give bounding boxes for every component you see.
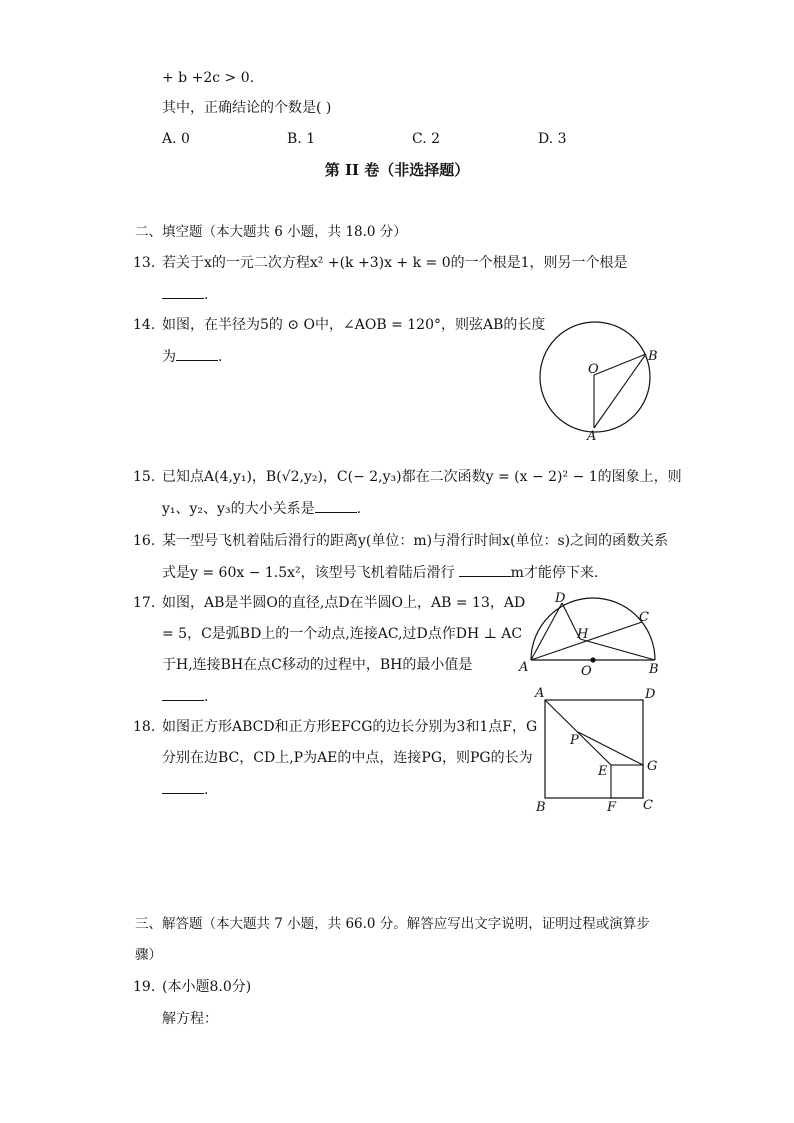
prev-question-tail: + b +2c > 0.: [162, 70, 255, 86]
q18-answer-line: [162, 779, 208, 800]
q13-blank[interactable]: [162, 284, 204, 299]
option-a: A. 0: [162, 131, 190, 147]
q15-answer-line: [162, 498, 361, 519]
q14-text: 如图，在半径为5的 ⊙ O中，∠AOB = 120°，则弦AB的长度: [162, 317, 546, 333]
q13-answer-line: [162, 284, 208, 305]
q15-text-1: 已知点A(4,y₁)，B(√2,y₂)，C(− 2,y₃)都在二次函数y = (x − 2)² − 1的图象上，则: [162, 469, 682, 485]
semicircle-arc: [531, 598, 655, 660]
q17-text-3: 于H,连接BH在点C移动的过程中，BH的最小值是: [162, 657, 473, 673]
prev-question-prompt: 其中，正确结论的个数是( ): [162, 100, 332, 116]
q17-text-1: 如图，AB是半圆O的直径,点D在半圆O上，AB = 13，AD: [162, 595, 526, 611]
q17-end: .: [204, 689, 209, 705]
label-a: A: [587, 429, 597, 444]
q16-answer-line: [162, 562, 598, 583]
q16-blank[interactable]: [459, 562, 511, 577]
q17-number: 17.: [133, 595, 156, 611]
label-b: B: [648, 349, 658, 364]
square-efcg: [611, 765, 643, 798]
q18-text-2: 分别在边BC，CD上,P为AE的中点，连接PG，则PG的长为: [162, 750, 533, 766]
q13-end: .: [204, 287, 209, 303]
q16-number: 16.: [133, 533, 156, 549]
segment-pg: [578, 732, 643, 765]
label-a: A: [519, 660, 529, 675]
section-3-heading-1: 三、解答题（本大题共 7 小题，共 66.0 分。解答应写出文字说明，证明过程或演算步: [135, 916, 650, 932]
label-c: C: [643, 798, 653, 813]
q16-suffix: m才能停下来.: [510, 565, 599, 581]
q15-end: .: [356, 501, 362, 517]
q18-text-1: 如图正方形ABCD和正方形EFCG的边长分别为3和1点F，G: [162, 719, 538, 735]
q14-blank[interactable]: [176, 346, 218, 361]
q17-text-2: = 5，C是弧BD上的一个动点,连接AC,过D点作DH ⊥ AC: [162, 626, 523, 642]
label-f: F: [607, 800, 617, 815]
q15-blank[interactable]: [315, 498, 357, 513]
label-g: G: [647, 759, 658, 774]
circle-o: [540, 322, 650, 432]
q18-blank[interactable]: [162, 779, 204, 794]
option-d: D. 3: [538, 131, 567, 147]
section-2-heading: 二、填空题（本大题共 6 小题，共 18.0 分）: [135, 224, 407, 240]
option-b: B. 1: [287, 131, 316, 147]
section-3-heading-2: 骤）: [135, 947, 162, 963]
q17-blank[interactable]: [162, 686, 204, 701]
q19-number: 19.: [133, 979, 156, 995]
segment-bh: [580, 639, 655, 660]
q13-number: 13.: [133, 255, 156, 271]
q14-number: 14.: [133, 317, 156, 333]
q15-text-2: y₁、y₂、y₃的大小关系是: [162, 501, 315, 517]
label-b: B: [649, 662, 659, 677]
label-h: H: [577, 627, 589, 642]
q18-end: .: [204, 782, 209, 798]
label-p: P: [570, 733, 579, 748]
q18-squares-figure: [530, 684, 665, 816]
label-c: C: [639, 610, 649, 625]
q14-end: .: [218, 349, 223, 365]
label-o: O: [581, 664, 592, 679]
q19-prompt: 解方程：: [162, 1011, 218, 1027]
q19-score: (本小题8.0分): [162, 979, 252, 995]
q14-prefix: 为: [162, 349, 176, 365]
label-d: D: [555, 591, 566, 606]
center-dot-o: [590, 657, 595, 662]
q15-number: 15.: [133, 469, 156, 485]
q17-answer-line: [162, 686, 208, 707]
q18-number: 18.: [133, 719, 156, 735]
label-o: O: [588, 362, 599, 377]
q17-semicircle-figure: [514, 588, 664, 680]
label-e: E: [598, 764, 608, 779]
q13-text: 若关于x的一元二次方程x² +(k +3)x + k = 0的一个根是1，则另一个根是: [162, 255, 628, 271]
label-a: A: [535, 686, 545, 701]
q14-answer-line: [162, 346, 222, 367]
chord-ab: [594, 354, 646, 428]
label-d: D: [645, 687, 656, 702]
volume-title: 第 II 卷（非选择题）: [324, 161, 470, 179]
q14-circle-figure: [530, 312, 670, 444]
label-b: B: [536, 800, 546, 815]
q16-text-2: 式是y = 60x − 1.5x²，该型号飞机着陆后滑行: [162, 565, 455, 581]
option-c: C. 2: [412, 131, 441, 147]
q16-text-1: 某一型号飞机着陆后滑行的距离y(单位：m)与滑行时间x(单位：s)之间的函数关系: [162, 533, 669, 549]
